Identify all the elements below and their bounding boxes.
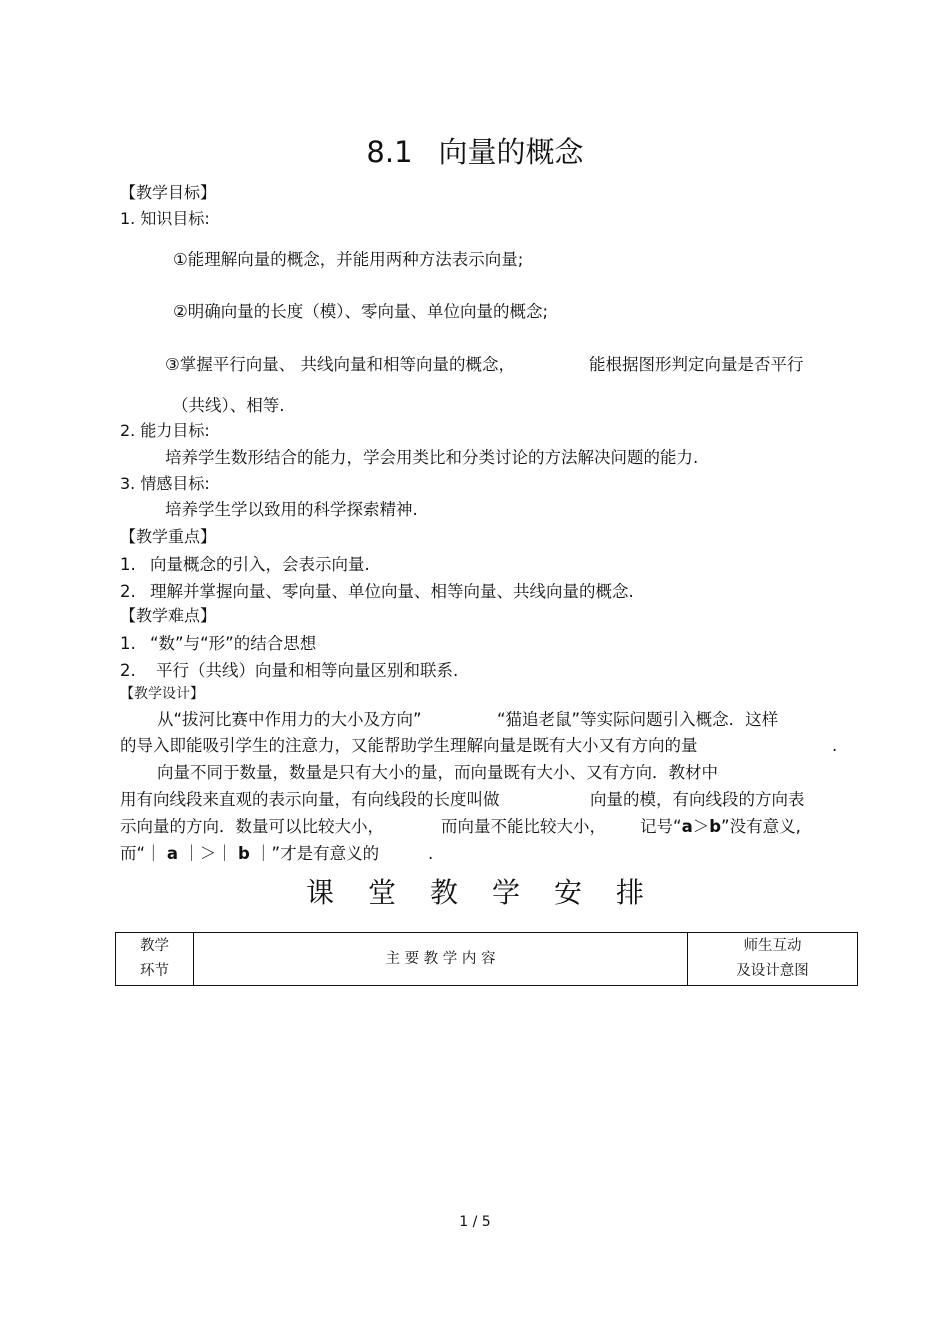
design-line-modulus [120,844,379,864]
design-line: 用有向线段来直观的表示向量，有向线段的长度叫做 [120,790,500,809]
difficulty-num: 2. [120,661,136,680]
key-point-text: 理解并掌握向量、零向量、单位向量、相等向量、共线向量的概念. [150,582,634,601]
knowledge-goal-item: ①能理解向量的概念，并能用两种方法表示向量; [173,250,524,269]
lesson-plan-table [115,932,858,986]
ability-goal-text: 培养学生数形结合的能力，学会用类比和分类讨论的方法解决问题的能力. [165,448,699,467]
key-point-text: 向量概念的引入，会表示向量. [150,555,370,574]
modulus-open: 而“｜ [120,844,162,863]
table-header-interaction [688,933,858,986]
emotion-goal-text: 培养学生学以致用的科学探索精神. [165,500,418,519]
design-line: 示向量的方向．数量可以比较大小， [120,817,384,836]
header-line: 及设计意图 [736,963,809,979]
design-line-period: . [832,736,838,755]
table-header-row [116,933,858,986]
vector-a: a [166,844,178,863]
greater-than: ＞ [692,817,710,836]
emotion-goal-label: 3. 情感目标: [120,474,210,493]
header-line: 师生互动 [743,938,802,954]
key-points-heading: 【教学重点】 [120,527,217,546]
knowledge-goal-item: ③掌握平行向量、 共线向量和相等向量的概念， [165,355,516,374]
header-line: 环节 [140,963,169,979]
design-line: 从“拔河比赛中作用力的大小及方向” [157,710,422,729]
title-text: 向量的概念 [438,135,584,169]
table-header-content: 主 要 教 学 内 容 [194,933,688,986]
goals-heading: 【教学目标】 [120,183,217,202]
design-heading: 【教学设计】 [120,686,204,702]
design-line: 而向量不能比较大小， [441,817,606,836]
vector-b: b [237,844,250,863]
page-number: 1 / 5 [459,1214,491,1230]
modulus-close: ｜”才是有意义的 [255,844,380,863]
design-line: “猫追老鼠”等实际问题引入概念．这样 [497,710,779,729]
knowledge-goal-item-cont: （共线）、相等. [172,396,285,415]
key-point-num: 1. [120,555,136,574]
page-title [0,134,950,170]
vector-b: b [709,817,722,836]
ability-goal-label: 2. 能力目标: [120,421,210,440]
difficulties-heading: 【教学难点】 [120,606,217,625]
knowledge-goal-label: 1. 知识目标: [120,209,210,228]
design-line-notation [640,817,801,837]
notation-close: ”没有意义, [721,817,801,836]
vector-a: a [681,817,693,836]
difficulty-text: “数”与“形”的结合思想 [150,634,317,653]
design-line-period: . [428,844,434,863]
table-header-stage [116,933,194,986]
design-line: 向量不同于数量，数量是只有大小的量，而向量既有大小、又有方向．教材中 [157,763,718,782]
difficulty-num: 1. [120,634,136,653]
header-line: 教学 [140,938,169,954]
modulus-middle: ｜＞｜ [183,844,233,863]
design-line: 向量的模，有向线段的方向表 [590,790,805,809]
key-point-num: 2. [120,582,136,601]
knowledge-goal-item: ②明确向量的长度（模）、零向量、单位向量的概念; [173,302,549,321]
title-number: 8.1 [366,135,413,169]
design-line: 的导入即能吸引学生的注意力，又能帮助学生理解向量是既有大小又有方向的量 [120,736,698,755]
difficulty-text: 平行（共线）向量和相等向量区别和联系. [156,661,459,680]
section-banner: 课堂教学安排 [305,876,678,909]
knowledge-goal-item-cont: 能根据图形判定向量是否平行 [589,355,804,374]
notation-open: 记号“ [640,817,682,836]
